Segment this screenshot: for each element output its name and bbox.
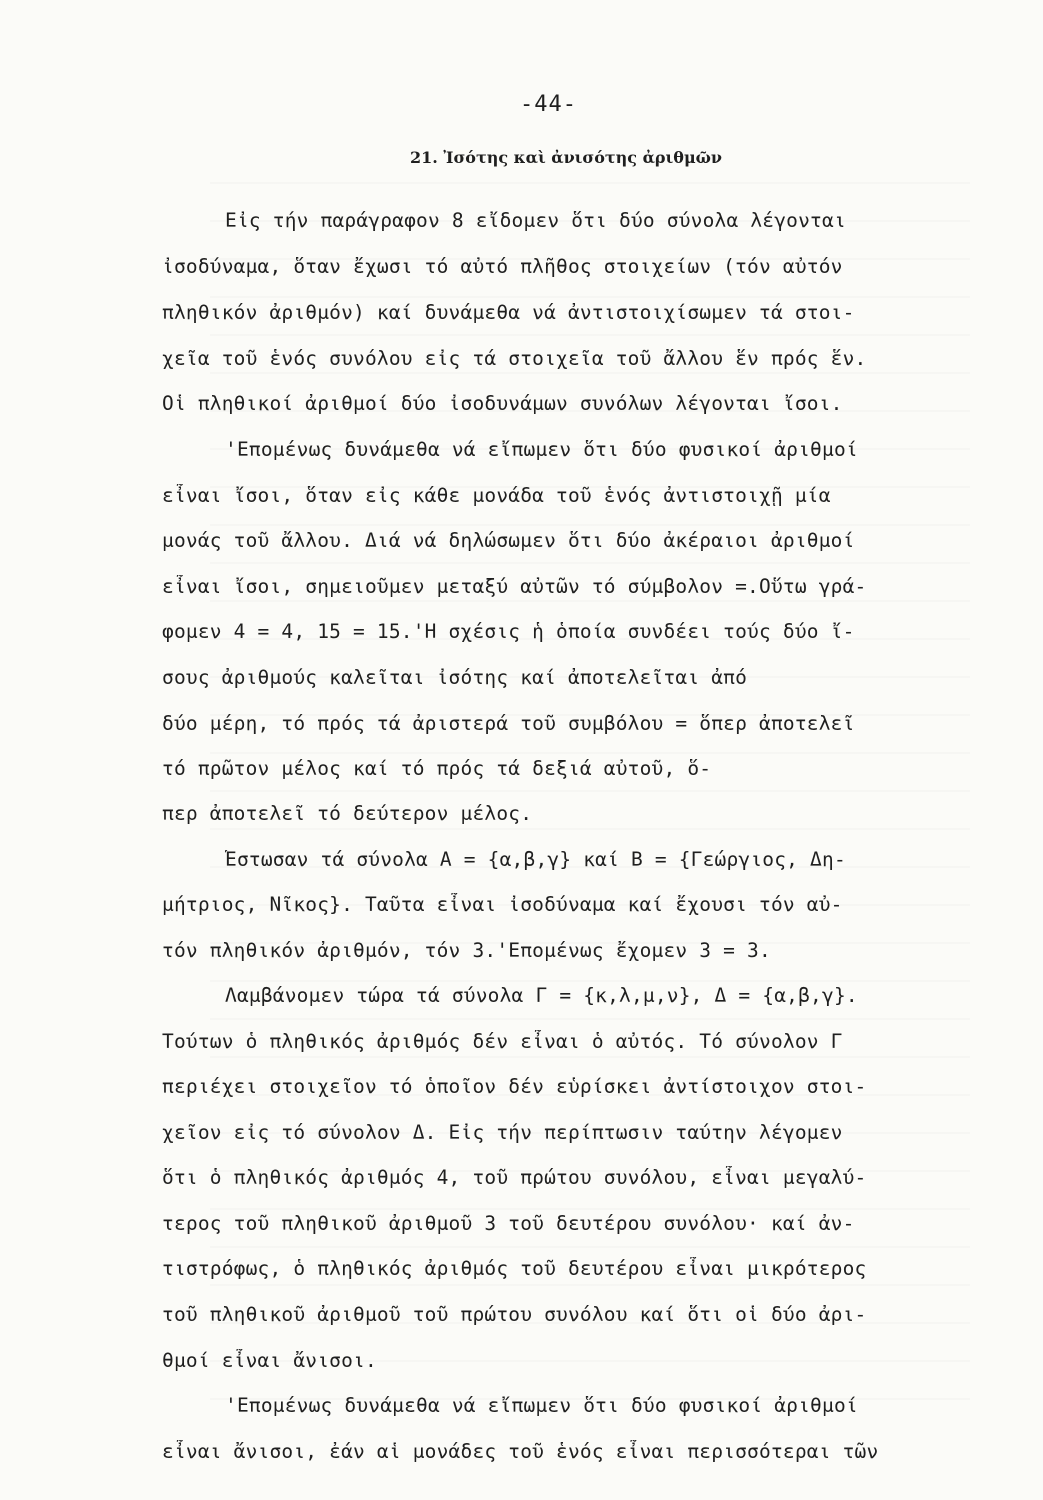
text-line: χεῖον εἰς τό σύνολον Δ. Εἰς τήν περίπτωσιν ταύτην λέγομεν [162,1121,843,1144]
text-line: πληθικόν ἀριθμόν) καί δυνάμεθα νά ἀντιστοιχίσωμεν τά στοι- [162,301,855,324]
text-line: Λαμβάνομεν τώρα τά σύνολα Γ = {κ,λ,μ,ν}, Δ = {α,β,γ}. [225,984,858,1007]
text-line: Οἱ πληθικοί ἀριθμοί δύο ἰσοδυνάμων συνόλων λέγονται ἴσοι. [162,392,843,415]
section-heading: 21. Ἰσότης καὶ ἀνισότης ἀριθμῶν [410,148,723,167]
text-line: τοῦ πληθικοῦ ἀριθμοῦ τοῦ πρώτου συνόλου καί ὅτι οἱ δύο ἀρι- [162,1303,867,1326]
text-line: τόν πληθικόν ἀριθμόν, τόν 3.'Επομένως ἔχομεν 3 = 3. [162,939,771,962]
text-line: Εἰς τήν παράγραφον 8 εἴδομεν ὅτι δύο σύνολα λέγονται [225,209,846,232]
text-line: φομεν 4 = 4, 15 = 15.'Η σχέσις ἡ ὁποία συνδέει τούς δύο ἴ- [162,620,855,643]
page-number: -44- [520,92,577,117]
text-line: 'Επομένως δυνάμεθα νά εἴπωμεν ὅτι δύο φυσικοί ἀριθμοί [225,1394,858,1417]
text-line: τιστρόφως, ὁ πληθικός ἀριθμός τοῦ δευτέρου εἶναι μικρότερος [162,1257,867,1280]
text-line: τερος τοῦ πληθικοῦ ἀριθμοῦ 3 τοῦ δευτέρου συνόλου· καί ἀν- [162,1212,855,1235]
text-line: περ ἀποτελεῖ τό δεύτερον μέλος. [162,802,533,825]
text-line: ἰσοδύναμα, ὅταν ἔχωσι τό αὐτό πλῆθος στοιχείων (τόν αὐτόν [162,255,843,278]
text-line: μονάς τοῦ ἄλλου. Διά νά δηλώσωμεν ὅτι δύο ἀκέραιοι ἀριθμοί [162,529,855,552]
text-line: τό πρῶτον μέλος καί τό πρός τά δεξιά αὐτοῦ, ὅ- [162,757,712,780]
text-line: ὅτι ὁ πληθικός ἀριθμός 4, τοῦ πρώτου συνόλου, εἶναι μεγαλύ- [162,1166,867,1189]
text-line: μήτριος, Νῖκος}. Ταῦτα εἶναι ἰσοδύναμα καί ἔχουσι τόν αὐ- [162,893,843,916]
show-through [210,150,970,1430]
text-line: δύο μέρη, τό πρός τά ἀριστερά τοῦ συμβόλου = ὅπερ ἀποτελεῖ [162,712,855,735]
text-line: περιέχει στοιχεῖον τό ὁποῖον δέν εὑρίσκει ἀντίστοιχον στοι- [162,1075,867,1098]
text-line: σους ἀριθμούς καλεῖται ἰσότης καί ἀποτελεῖται ἀπό [162,666,748,689]
text-line: 'Επομένως δυνάμεθα νά εἴπωμεν ὅτι δύο φυσικοί ἀριθμοί [225,438,858,461]
text-line: εἶναι ἴσοι, σημειοῦμεν μεταξύ αὐτῶν τό σύμβολον =.Οὕτω γρά- [162,575,867,598]
text-line: εἶναι ἄνισοι, ἐάν αἱ μονάδες τοῦ ἑνός εἶναι περισσότεραι τῶν [162,1440,879,1463]
text-line: θμοί εἶναι ἄνισοι. [162,1349,377,1372]
text-line: Τούτων ὁ πληθικός ἀριθμός δέν εἶναι ὁ αὐτός. Τό σύνολον Γ [162,1030,843,1053]
text-line: Ἔστωσαν τά σύνολα Α = {α,β,γ} καί Β = {Γεώργιος, Δη- [225,848,846,871]
text-line: χεῖα τοῦ ἑνός συνόλου εἰς τά στοιχεῖα τοῦ ἄλλου ἕν πρός ἕν. [162,347,867,370]
text-line: εἶναι ἴσοι, ὅταν εἰς κάθε μονάδα τοῦ ἑνός ἀντιστοιχῇ μία [162,484,831,507]
